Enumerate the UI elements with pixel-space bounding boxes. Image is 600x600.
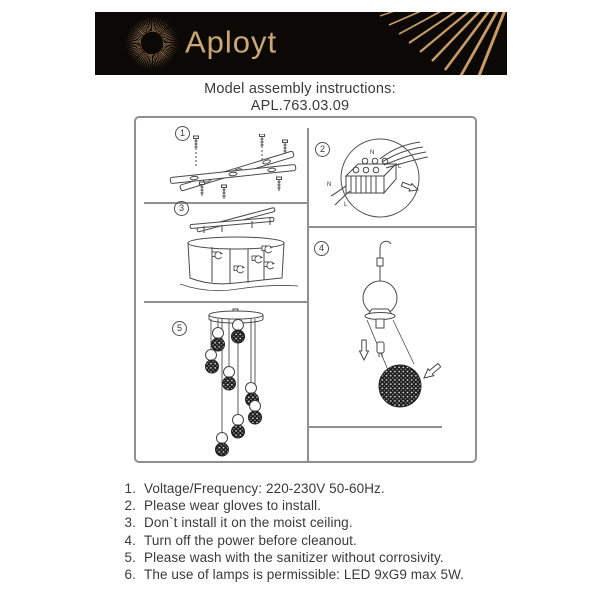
- sunburst-logo-icon: [124, 15, 180, 71]
- item-text: Don`t install it on the moist ceiling.: [144, 515, 353, 531]
- item-number: 5.: [124, 549, 136, 565]
- list-item: [116, 566, 496, 583]
- brand-banner: [95, 12, 507, 75]
- wire-label-l-bottom: L: [344, 202, 348, 208]
- item-number: 4.: [124, 532, 136, 548]
- item-number: 1.: [124, 481, 136, 496]
- step-4-badge: 4: [314, 241, 329, 256]
- divider-left-2: [144, 301, 307, 303]
- step-1-mounting-bars-diagram: [164, 134, 306, 200]
- step-5-badge: 5: [172, 321, 187, 336]
- list-item: [116, 497, 496, 514]
- instruction-list: [116, 480, 496, 583]
- step-2-wiring-diagram: [324, 134, 452, 226]
- step-3-badge: 3: [174, 201, 189, 216]
- step-4-shade-assembly-diagram: [314, 236, 464, 426]
- step-3-canopy-diagram: [178, 206, 300, 300]
- model-number: APL.763.03.09: [250, 98, 350, 114]
- brand-name: Aployt: [185, 24, 278, 60]
- divider-right-2: [307, 426, 442, 428]
- assembly-diagram-panel: [134, 116, 477, 463]
- wire-label-n-bottom: N: [327, 182, 332, 188]
- step-5-finished-pendant-diagram: [172, 308, 302, 460]
- step-2-badge: 2: [315, 142, 330, 157]
- item-text: The use of lamps is permissible: LED 9xG9 max 5W.: [144, 567, 465, 583]
- vertical-divider: [307, 128, 309, 461]
- item-text: Voltage/Frequency: 220-230V 50-60Hz.: [144, 481, 385, 496]
- divider-left-1: [144, 202, 307, 204]
- list-item: [116, 549, 496, 566]
- item-number: 6.: [124, 567, 136, 583]
- item-text: Turn off the power before cleanout.: [144, 532, 357, 548]
- item-text: Please wear gloves to install.: [144, 498, 322, 514]
- item-text: Please wash with the sanitizer without corrosivity.: [144, 549, 444, 565]
- step-1-badge: 1: [175, 126, 190, 141]
- divider-right-1: [307, 226, 475, 228]
- list-item: [116, 480, 496, 497]
- crystal-ball: [379, 365, 421, 407]
- up-arrow-icon: [360, 340, 369, 360]
- list-item: [116, 514, 496, 531]
- insert-arrow-icon: [421, 362, 442, 382]
- wire-label-l-top: L: [398, 164, 402, 170]
- page-title: Model assembly instructions:: [204, 81, 396, 97]
- wire-label-n-top: N: [370, 150, 375, 156]
- title-block: [0, 81, 600, 115]
- decorative-rays-icon: [317, 12, 507, 75]
- list-item: [116, 532, 496, 549]
- item-number: 2.: [124, 498, 136, 514]
- item-number: 3.: [124, 515, 136, 531]
